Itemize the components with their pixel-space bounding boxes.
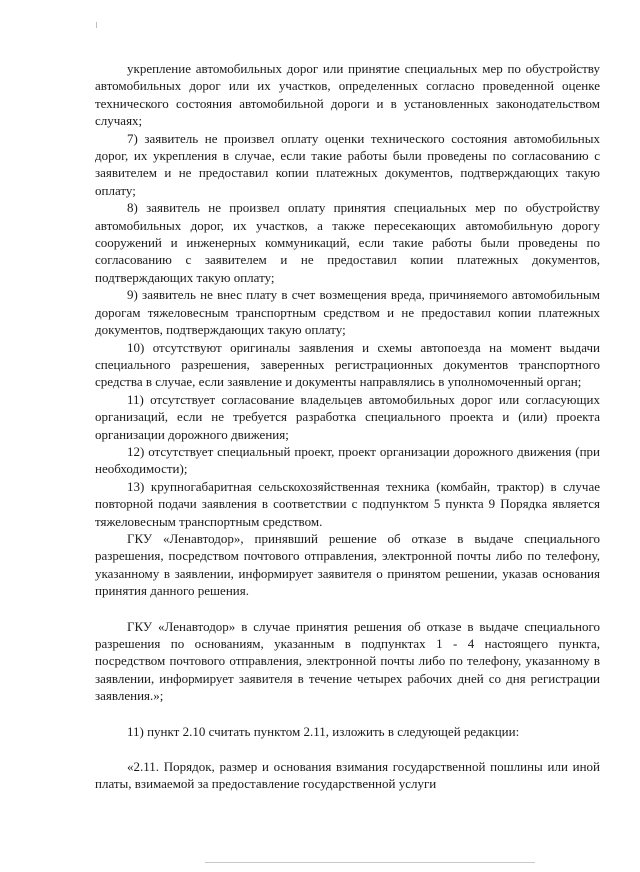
paragraph-item-13: 13) крупногабаритная сельскохозяйственная техника (комбайн, трактор) в случае повторной подачи заявления в соответствии с подпунктом 5 пункта 9 Порядка является тяжеловесным транспортным средством. [95,478,600,529]
paragraph-refusal-terms: ГКУ «Ленавтодор» в случае принятия решения об отказе в выдаче специального разрешения по основаниям, указанным в подпунктах 1 - 4 настоящего пункта, посредством почтового отправления, электронной почты либо по телефону, указанному в заявлении, информирует заявителя в течение четырех рабочих дней со дня регистрации заявления.»; [95,618,600,704]
page-bottom-edge [205,862,535,863]
paragraph-section-2-11: «2.11. Порядок, размер и основания взимания государственной пошлины или иной платы, взимаемой за предоставление государственной услуги [95,759,600,792]
paragraph-item-8: 8) заявитель не произвел оплату принятия специальных мер по обустройству автомобильных дорог, их участков, а также пересекающих автомобильную дорогу сооружений и инженерных коммуникаций, если такие работы были проведены по согласованию с заявителем и не предоставил копии платежных документов, подтверждающих такую оплату; [95,200,600,285]
paragraph-item-9: 9) заявитель не внес плату в счет возмещения вреда, причиняемого автомобильным дорогам тяжеловесным транспортным средством и не предоставил копии платежных документов, подтверждающих такую оплату; [95,287,600,338]
paragraph-refusal-notice: ГКУ «Ленавтодор», принявший решение об отказе в выдаче специального разрешения, посредством почтового отправления, электронной почты либо по телефону, указанному в заявлении, информирует заявителя о принятом решении, указав основания принятия данного решения. [95,530,600,599]
paragraph-item-11: 11) отсутствует согласование владельцев автомобильных дорог или согласующих организаций, если не требуется разработка специального проекта и (или) проекта организации дорожного движения; [95,391,600,442]
paragraph-continuation: укрепление автомобильных дорог или принятие специальных мер по обустройству автомобильных дорог или их участков, определенных согласно проведенной оценке технического состояния автомобильной дороги и в установленных законодательством случаях; [95,61,600,129]
paragraph-item-10: 10) отсутствуют оригиналы заявления и схемы автопоезда на момент выдачи специального разрешения, заверенных регистрационных документов транспортного средства в случае, если заявление и документы направлялись в уполномоченный орган; [95,339,600,390]
scan-mark [96,22,97,28]
document-page [95,60,600,793]
paragraph-item-7: 7) заявитель не произвел оплату оценки технического состояния автомобильных дорог, их укрепления в случае, если такие работы были проведены по согласованию с заявителем и не предоставил копии платежных документов, подтверждающих такую оплату; [95,130,600,198]
paragraph-amendment-11: 11) пункт 2.10 считать пунктом 2.11, изложить в следующей редакции: [127,723,520,739]
paragraph-item-12: 12) отсутствует специальный проект, проект организации дорожного движения (при необходимости); [95,443,600,477]
